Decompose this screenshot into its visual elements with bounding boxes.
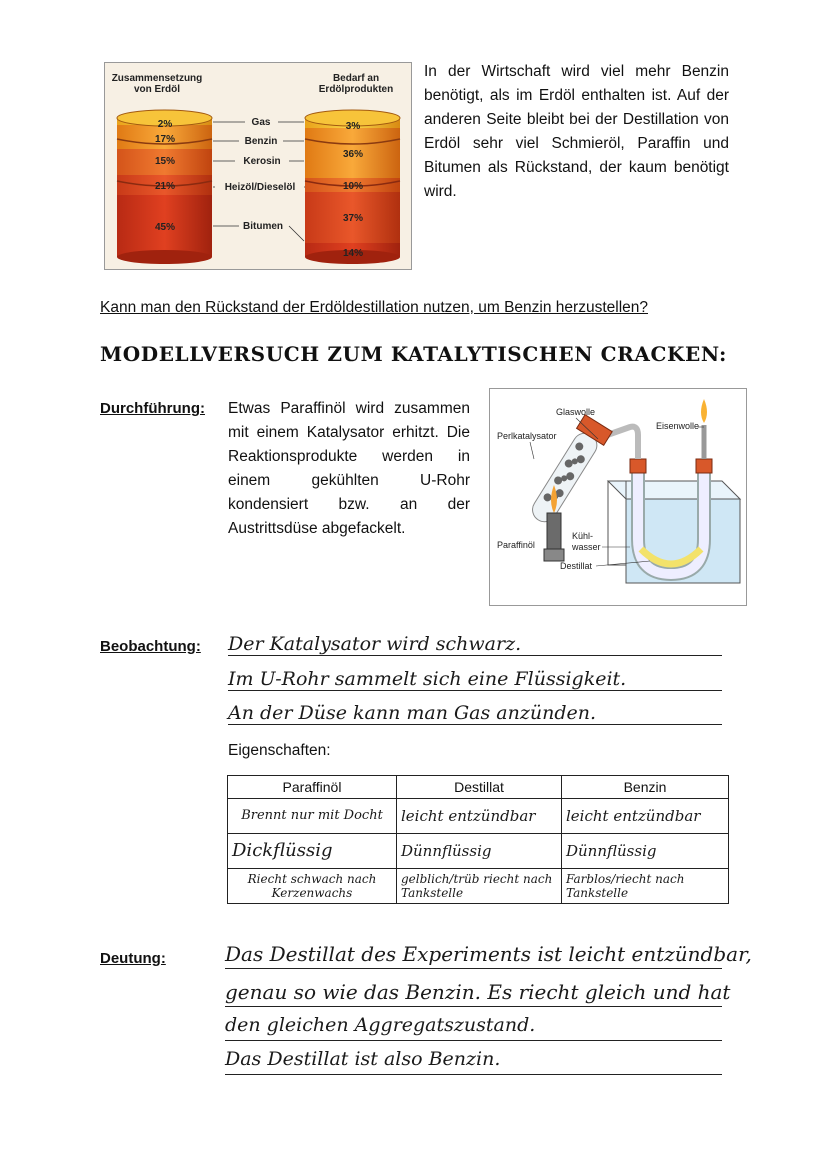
table-row: [228, 799, 729, 834]
cell-r3-c1: Riecht schwach nach Kerzenwachs: [228, 869, 397, 904]
left-pct-kerosin: 15%: [154, 156, 176, 167]
cracking-apparatus: [490, 389, 746, 605]
deutung-text-2: genau so wie das Benzin. Es riecht gleich und hat: [225, 980, 731, 1004]
label-glaswolle: Glaswolle: [556, 407, 596, 417]
barrel-illustration: [105, 63, 411, 269]
table-row: [228, 834, 729, 869]
header-paraffinoel: Paraffinöl: [228, 776, 397, 799]
cell-r1-c3: leicht entzündbar: [562, 799, 729, 834]
beobachtung-text-3: An der Düse kann man Gas anzünden.: [228, 702, 597, 724]
beobachtung-line-2: [228, 668, 722, 691]
table-header-row: [228, 776, 729, 799]
apparatus-diagram: [489, 388, 747, 606]
deutung-text-4: Das Destillat ist also Benzin.: [225, 1048, 501, 1070]
beobachtung-line-1: [228, 633, 722, 656]
cell-r1-c1: Brennt nur mit Docht: [228, 799, 397, 834]
header-benzin: Benzin: [562, 776, 729, 799]
deutung-line-2: [225, 980, 731, 1007]
page-title: MODELLVERSUCH ZUM KATALYTISCHEN CRACKEN:: [100, 342, 727, 366]
right-title-line-2: Erdölprodukten: [318, 84, 394, 95]
intro-paragraph: [424, 60, 729, 204]
right-pct-bitumen: 14%: [342, 248, 364, 259]
beobachtung-text-1: Der Katalysator wird schwarz.: [228, 633, 522, 655]
right-pct-heizoel: 37%: [342, 213, 364, 224]
deutung-line-4: [225, 1048, 722, 1075]
cell-r1-c2: leicht entzündbar: [397, 799, 562, 834]
left-pct-bitumen: 45%: [154, 222, 176, 233]
barrel-figure: [104, 62, 412, 270]
properties-table: [227, 775, 729, 904]
cell-r2-c3: Dünnflüssig: [562, 834, 729, 869]
label-destillat: Destillat: [560, 561, 593, 571]
fraction-heizoel: Heizöl/Dieselöl: [224, 182, 296, 193]
right-pct-kerosin: 10%: [342, 181, 364, 192]
beobachtung-text-2: Im U-Rohr sammelt sich eine Flüssigkeit.: [228, 668, 627, 690]
label-wasser: wasser: [572, 542, 601, 552]
deutung-line-3: [225, 1014, 722, 1041]
beobachtung-label: Beobachtung:: [100, 638, 201, 655]
fraction-benzin: Benzin: [244, 136, 278, 147]
header-destillat: Destillat: [397, 776, 562, 799]
intro-text: In der Wirtschaft wird viel mehr Benzin benötigt, als im Erdöl enthalten ist. Auf der anderen Seite bleibt bei der Destillation von Erdöl sehr viel Schmieröl, Paraffin und Bitumen als Rückstand, der kaum benötigt wird.: [424, 63, 729, 200]
cell-r2-c1: Dickflüssig: [228, 834, 397, 869]
table-row: [228, 869, 729, 904]
right-title-line-1: Bedarf an: [332, 73, 380, 84]
label-kuehl: Kühl-: [572, 531, 594, 541]
left-pct-gas: 2%: [157, 119, 173, 130]
left-title-line-2: von Erdöl: [133, 84, 181, 95]
label-eisenwolle: Eisenwolle: [656, 421, 700, 431]
label-paraffinoel: Paraffinöl: [497, 540, 535, 550]
cell-r2-c2: Dünnflüssig: [397, 834, 562, 869]
durchfuehrung-text: Etwas Paraffinöl wird zusammen mit einem Katalysator erhitzt. Die Reaktionsprodukte werden in einem gekühlten U-Rohr kondensiert bzw. an der Austrittsdüse abgefackelt.: [228, 400, 470, 537]
fraction-kerosin: Kerosin: [243, 156, 281, 167]
right-pct-benzin: 36%: [342, 149, 364, 160]
deutung-line-1: [225, 942, 752, 969]
left-title-line-1: Zusammensetzung: [111, 73, 203, 84]
fraction-bitumen: Bitumen: [243, 221, 283, 232]
left-pct-heizoel: 21%: [154, 181, 176, 192]
left-pct-benzin: 17%: [154, 134, 176, 145]
deutung-text-3: den gleichen Aggregatszustand.: [225, 1014, 536, 1036]
research-question: Kann man den Rückstand der Erdöldestillation nutzen, um Benzin herzustellen?: [100, 299, 648, 316]
fraction-gas: Gas: [251, 117, 271, 128]
right-pct-gas: 3%: [345, 121, 361, 132]
eigenschaften-label: Eigenschaften:: [228, 742, 331, 759]
deutung-label: Deutung:: [100, 950, 166, 967]
beobachtung-line-3: [228, 702, 722, 725]
cell-r3-c3: Farblos/riecht nach Tankstelle: [562, 869, 729, 904]
durchfuehrung-label: Durchführung:: [100, 400, 205, 417]
deutung-text-1: Das Destillat des Experiments ist leicht entzündbar,: [225, 942, 752, 966]
label-perlkatalysator: Perlkatalysator: [497, 431, 557, 441]
cell-r3-c2: gelblich/trüb riecht nach Tankstelle: [397, 869, 562, 904]
